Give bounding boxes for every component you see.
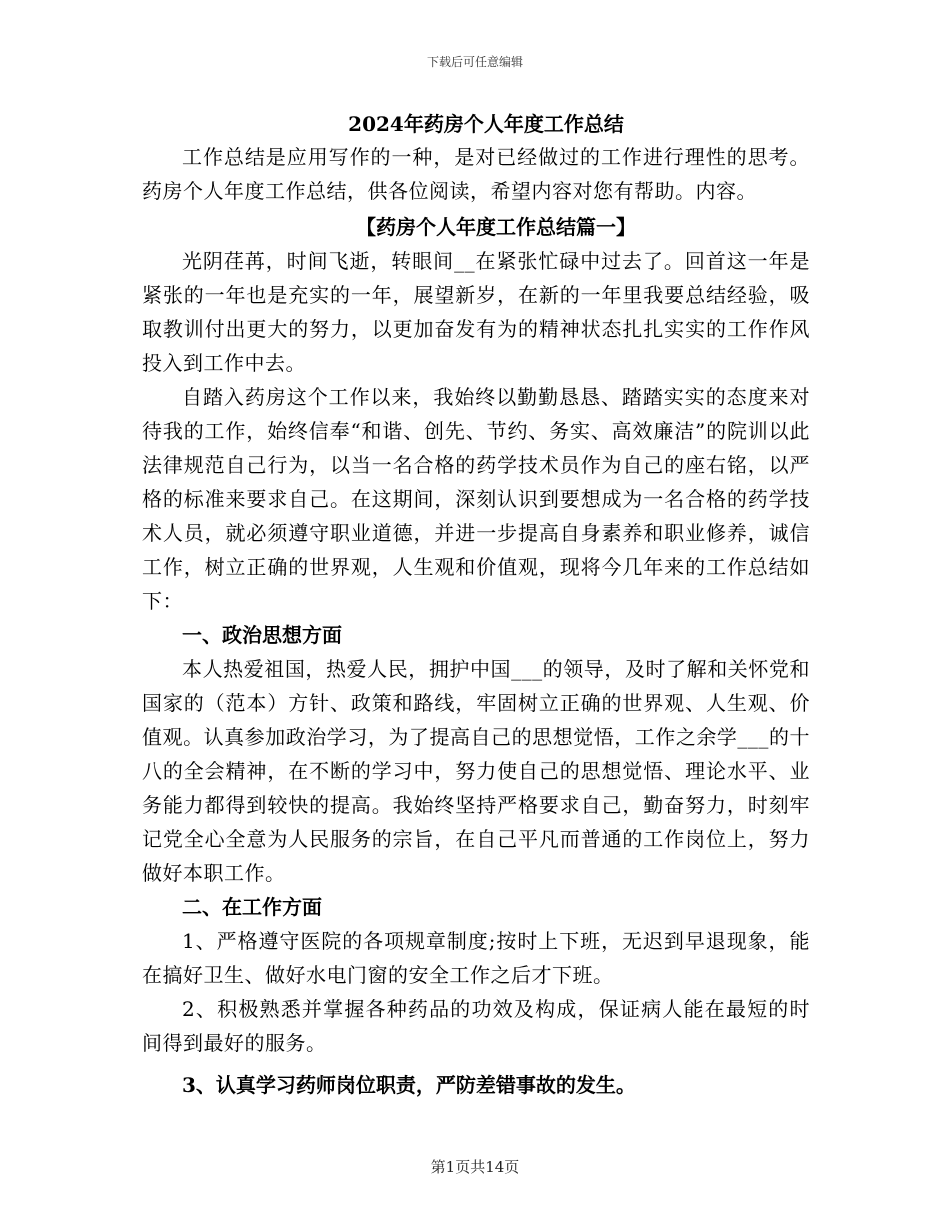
section-title: 【药房个人年度工作总结篇一】 xyxy=(356,215,636,239)
heading-politics: 一、政治思想方面 xyxy=(182,623,342,647)
paragraph-politics: 本人热爱祖国，热爱人民，拥护中国___的领导，及时了解和关怀党和国家的（范本）方针、政策和路线，牢固树立正确的世界观、人生观、价值观。认真参加政治学习，为了提高自己的思想觉悟，工作之余学___的十八的全会精神，在不断的学习中，努力使自己的思想觉悟、理论水平、业务能力都得到较快的提高。我始终坚持严格要求自己，勤奋努力，时刻牢记党全心全意为人民服务的宗旨，在自己平凡而普通的工作岗位上，努力做好本职工作。 xyxy=(142,657,810,885)
heading-duties: 3、认真学习药师岗位职责，严防差错事故的发生。 xyxy=(182,1073,636,1097)
intro-paragraph: 工作总结是应用写作的一种，是对已经做过的工作进行理性的思考。药房个人年度工作总结，供各位阅读，希望内容对您有帮助。内容。 xyxy=(142,145,810,203)
work-item-1: 1、严格遵守医院的各项规章制度;按时上下班，无迟到早退现象，能在搞好卫生、做好水电门窗的安全工作之后才下班。 xyxy=(142,929,810,987)
page-number: 第1页共14页 xyxy=(430,1158,520,1176)
heading-work: 二、在工作方面 xyxy=(182,895,322,919)
paragraph-career: 自踏入药房这个工作以来，我始终以勤勤恳恳、踏踏实实的态度来对待我的工作，始终信奉“和谐、创先、节约、务实、高效廉洁”的院训以此法律规范自己行为，以当一名合格的药学技术员作为自己的座右铭，以严格的标准来要求自己。在这期间，深刻认识到要想成为一名合格的药学技术人员，就必须遵守职业道德，并进一步提高自身素养和职业修养，诚信工作，树立正确的世界观，人生观和价值观，现将今几年来的工作总结如下： xyxy=(142,385,810,613)
work-item-2: 2、积极熟悉并掌握各种药品的功效及构成，保证病人能在最短的时间得到最好的服务。 xyxy=(142,997,810,1055)
paragraph-opening: 光阴荏苒，时间飞逝，转眼间__在紧张忙碌中过去了。回首这一年是紧张的一年也是充实的一年，展望新岁，在新的一年里我要总结经验，吸取教训付出更大的努力，以更加奋发有为的精神状态扎扎实实的工作作风投入到工作中去。 xyxy=(142,249,810,375)
document-title: 2024年药房个人年度工作总结 xyxy=(348,112,624,136)
document-body xyxy=(142,108,810,1102)
header-note: 下载后可任意编辑 xyxy=(426,55,523,69)
